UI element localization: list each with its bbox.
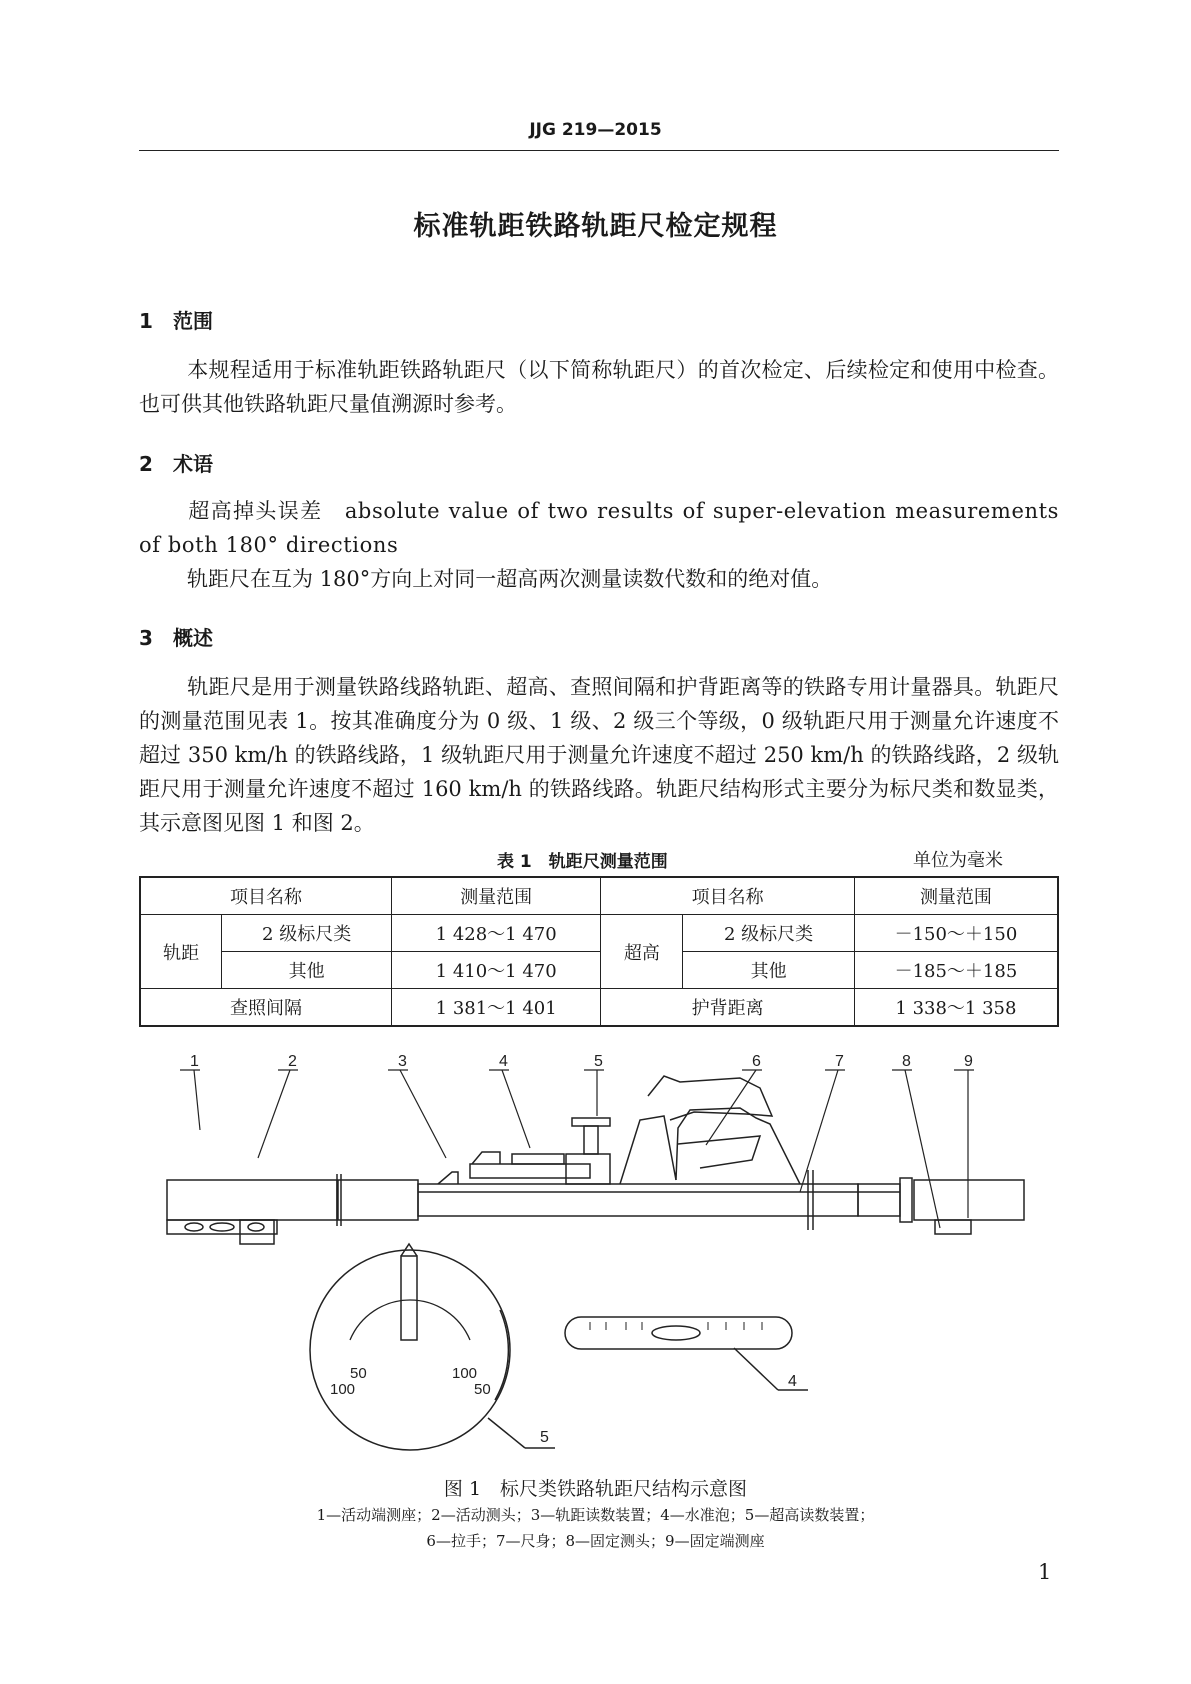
level-bubble xyxy=(565,1317,808,1390)
table-row xyxy=(140,989,1058,1027)
table-cell: 2 级标尺类 xyxy=(222,915,392,952)
section-title: 术语 xyxy=(173,452,213,476)
table-row xyxy=(140,952,1058,989)
overview-text: 轨距尺是用于测量铁路线路轨距、超高、查照间隔和护背距离等的铁路专用计量器具。轨距尺的测量范围见表 1。按其准确度分为 0 级、1 级、2 级三个等级，0 级轨距尺用于测量允许速度不超过 350 km/h 的铁路线路，1 级轨距尺用于测量允许速度不超过 250 km/h 的铁路线路，2 级轨距尺用于测量允许速度不超过 160 km/h 的铁路线路。轨距尺结构形式主要分为标尺类和数显类，其示意图见图 1 和图 2。 xyxy=(139,675,1059,835)
dial-callout: 5 xyxy=(540,1429,549,1446)
gauge-structure-diagram xyxy=(0,1040,1191,1480)
table-caption: 表 1 轨距尺测量范围 xyxy=(497,852,668,872)
bubble-callout: 4 xyxy=(788,1373,797,1390)
term-definition-text: 轨距尺在互为 180°方向上对同一超高两次测量读数代数和的绝对值。 xyxy=(187,567,833,591)
table-cell: 查照间隔 xyxy=(140,989,391,1027)
section-number: 2 xyxy=(139,452,153,476)
callout-4: 4 xyxy=(499,1053,508,1070)
header-cell: 项目名称 xyxy=(140,877,391,915)
group-cell-superelevation: 超高 xyxy=(601,915,683,989)
callout-8: 8 xyxy=(902,1053,911,1070)
figure-legend-line-2: 6—拉手；7—尺身；8—固定测头；9—固定端测座 xyxy=(426,1532,765,1550)
callout-2: 2 xyxy=(288,1053,297,1070)
term-definition xyxy=(139,562,1059,596)
ruler-body xyxy=(167,1170,1024,1244)
gauge-reading-device xyxy=(438,1116,676,1184)
section-number: 3 xyxy=(139,626,153,650)
dial-label: 50 xyxy=(474,1381,491,1398)
table-row xyxy=(140,915,1058,952)
header-cell: 项目名称 xyxy=(601,877,854,915)
table-cell: 护背距离 xyxy=(601,989,854,1027)
table-cell: 1 381～1 401 xyxy=(391,989,601,1027)
page-number: 1 xyxy=(1038,1560,1052,1584)
doc-code-header: JJG 219—2015 xyxy=(529,120,662,140)
callout-1: 1 xyxy=(190,1053,199,1070)
superelevation-dial xyxy=(310,1244,555,1450)
callout-3: 3 xyxy=(398,1053,407,1070)
table-cell: 1 410～1 470 xyxy=(391,952,601,989)
section-number: 1 xyxy=(139,309,153,333)
header-rule xyxy=(139,150,1059,151)
callout-6: 6 xyxy=(752,1053,761,1070)
section-heading-1 xyxy=(139,305,213,334)
figure-legend-line-1: 1—活动端测座；2—活动测头；3—轨距读数装置；4—水准泡；5—超高读数装置； xyxy=(316,1506,875,1524)
dial-label: 100 xyxy=(330,1381,356,1398)
term-english: absolute value of two results of super-elevation measurements of both 180° directions xyxy=(139,499,1060,557)
section-heading-2 xyxy=(139,448,213,477)
group-cell-gauge: 轨距 xyxy=(140,915,222,989)
overview-paragraph xyxy=(139,670,1059,840)
table-cell: －185～＋185 xyxy=(854,952,1058,989)
dial-label: 50 xyxy=(350,1365,367,1382)
callout-5: 5 xyxy=(594,1053,603,1070)
dial-label: 100 xyxy=(452,1365,478,1382)
table-cell: 其他 xyxy=(222,952,392,989)
header-cell: 测量范围 xyxy=(854,877,1058,915)
table-cell: 1 428～1 470 xyxy=(391,915,601,952)
measurement-range-table xyxy=(139,876,1059,1027)
table-header-row xyxy=(140,877,1058,915)
scope-text: 本规程适用于标准轨距铁路轨距尺（以下简称轨距尺）的首次检定、后续检定和使用中检查。也可供其他铁路轨距尺量值溯源时参考。 xyxy=(139,358,1059,416)
section-heading-3 xyxy=(139,622,213,651)
handle xyxy=(648,1076,800,1184)
term-name: 超高掉头误差 xyxy=(187,499,323,523)
term-paragraph xyxy=(139,494,1059,562)
scope-paragraph xyxy=(139,353,1059,421)
table-cell: 1 338～1 358 xyxy=(854,989,1058,1027)
table-unit: 单位为毫米 xyxy=(913,850,1003,871)
section-title: 范围 xyxy=(173,309,213,333)
table-cell: 其他 xyxy=(683,952,855,989)
callout-7: 7 xyxy=(835,1053,844,1070)
table-cell: －150～＋150 xyxy=(854,915,1058,952)
figure-caption: 图 1 标尺类铁路轨距尺结构示意图 xyxy=(443,1478,748,1500)
page-title: 标准轨距铁路轨距尺检定规程 xyxy=(413,211,778,242)
section-title: 概述 xyxy=(173,626,213,650)
callout-9: 9 xyxy=(964,1053,973,1070)
header-cell: 测量范围 xyxy=(391,877,601,915)
table-cell: 2 级标尺类 xyxy=(683,915,855,952)
